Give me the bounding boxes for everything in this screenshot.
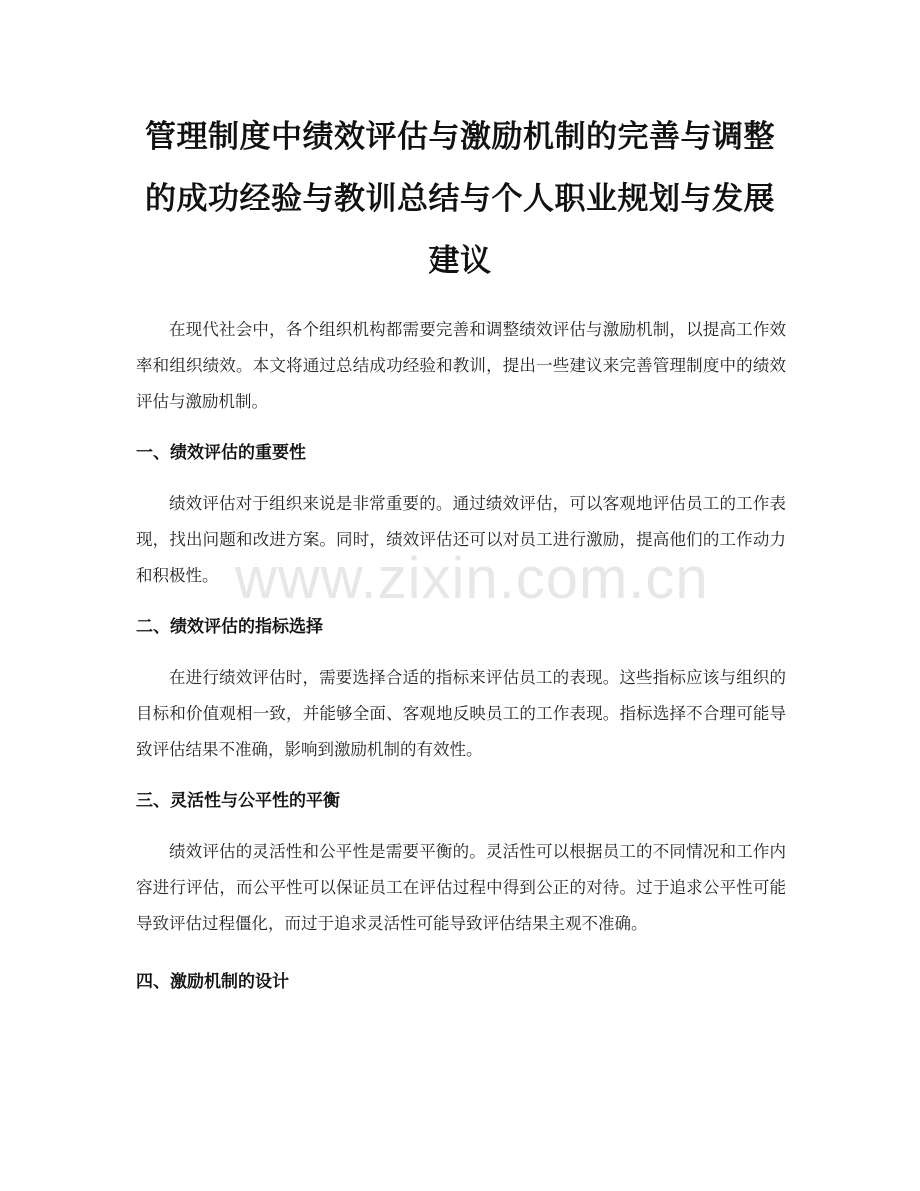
document-title: 管理制度中绩效评估与激励机制的完善与调整的成功经验与教训总结与个人职业规划与发展建议 [145,119,775,279]
section-4-heading: 四、激励机制的设计 [136,972,289,992]
section-2-body: 在进行绩效评估时，需要选择合适的指标来评估员工的表现。这些指标应该与组织的目标和价值观相一致，并能够全面、客观地反映员工的工作表现。指标选择不合理可能导致评估结果不准确，影响到激励机制的有效性。 [136,668,786,759]
document-body [136,312,786,1000]
section-3-body: 绩效评估的灵活性和公平性是需要平衡的。灵活性可以根据员工的不同情况和工作内容进行评估，而公平性可以保证员工在评估过程中得到公正的对待。过于追求公平性可能导致评估过程僵化，而过于追求灵活性可能导致评估结果主观不准确。 [136,842,786,933]
watermark: www.zixin.com.cn [235,546,709,611]
intro-paragraph: 在现代社会中，各个组织机构都需要完善和调整绩效评估与激励机制，以提高工作效率和组织绩效。本文将通过总结成功经验和教训，提出一些建议来完善管理制度中的绩效评估与激励机制。 [136,320,786,411]
section-2-heading: 二、绩效评估的指标选择 [136,617,323,637]
section-1-body: 绩效评估对于组织来说是非常重要的。通过绩效评估，可以客观地评估员工的工作表现，找出问题和改进方案。同时，绩效评估还可以对员工进行激励，提高他们的工作动力和积极性。 [136,494,786,585]
section-1-heading: 一、绩效评估的重要性 [136,443,306,463]
section-3-heading: 三、灵活性与公平性的平衡 [136,791,340,811]
